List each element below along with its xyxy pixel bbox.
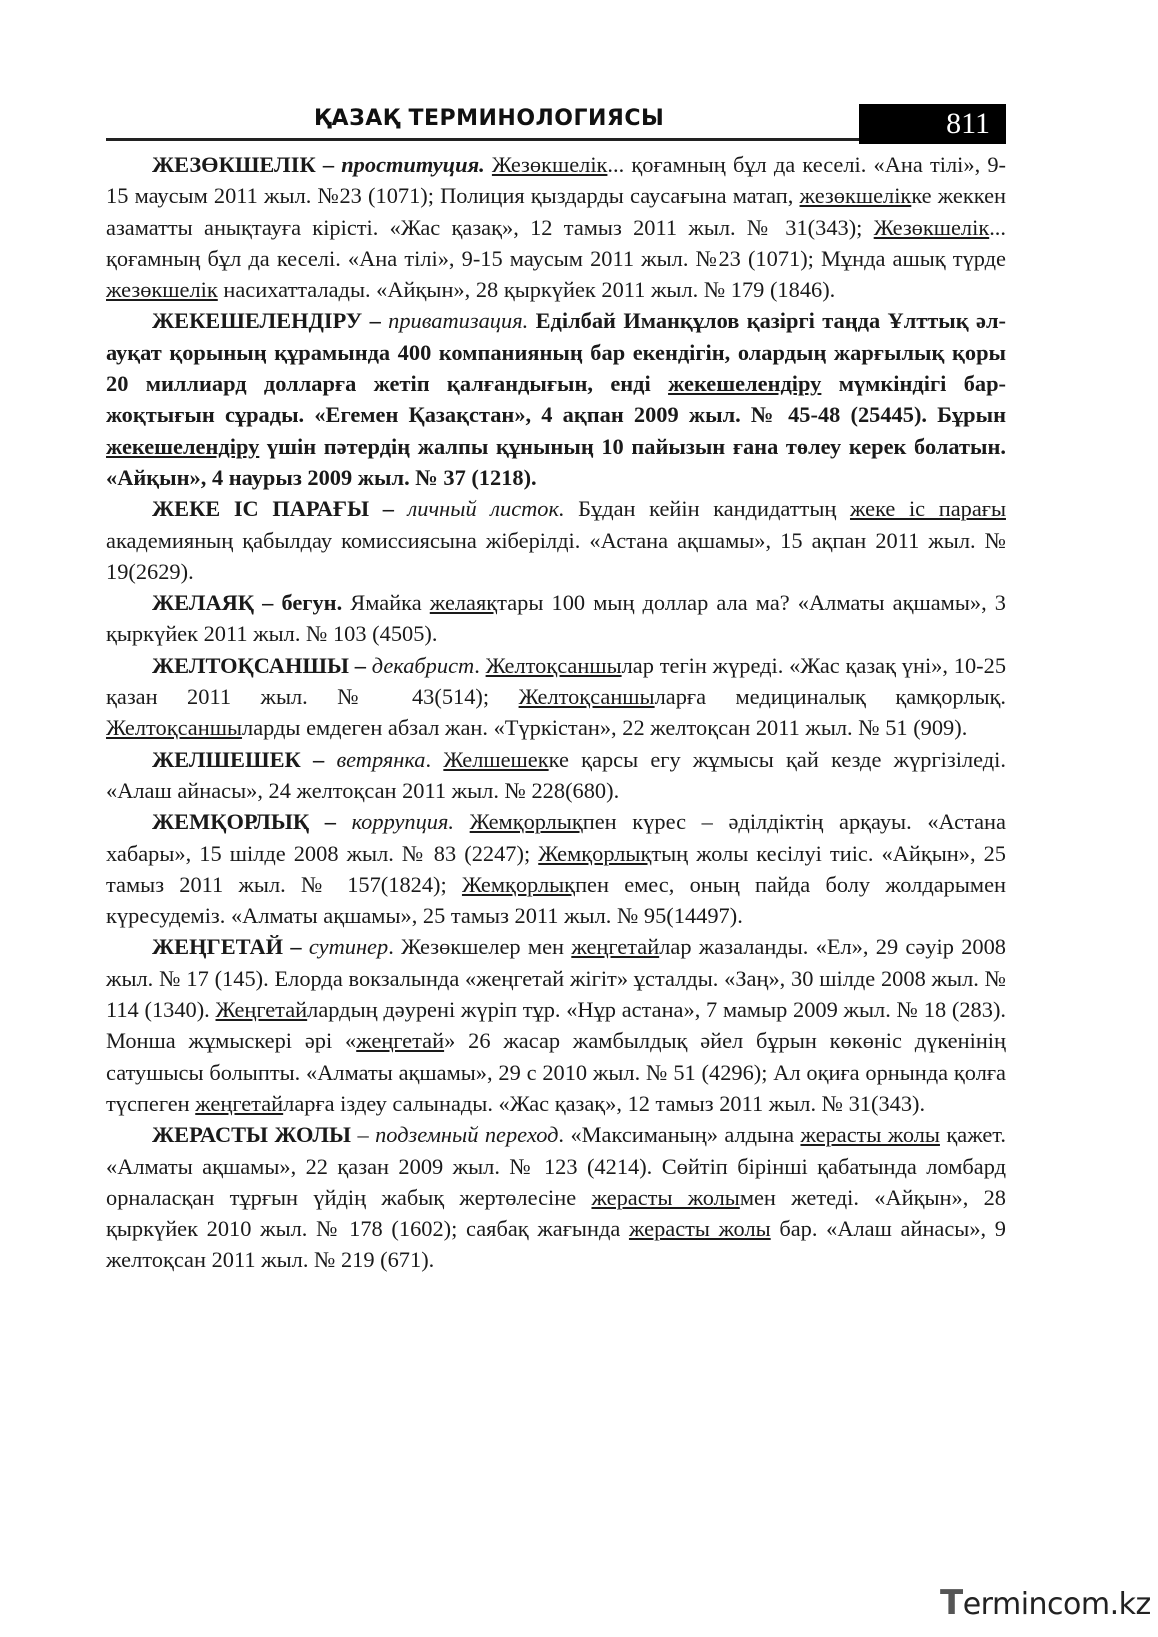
dictionary-entry <box>106 149 1006 305</box>
entry-text: » 26 жасар жамбылдық әйел бұрын көкөніс дүкенінің сатушысы болыпты. «Алматы ақшамы», 29 с 2010 жыл. № 51 (4296); Ал оқиға орнында қолға түспеген <box>106 1028 1007 1116</box>
dictionary-entry <box>106 305 1006 493</box>
site-watermark-logo <box>940 1583 1151 1623</box>
entry-text: бар. «Алаш айнасы», 9 желтоқсан 2011 жыл. № 219 (671). <box>106 1216 1007 1273</box>
entry-text: Еділбай Иманқұлов қазіргі таңда Ұлттық әл-ауқат қорының құрамында 400 компанияның бар екендігін, олардың жарғылық қоры 20 миллиард долларға жетіп қалғандығын, енді <box>106 308 1006 397</box>
underlined-term: жекешелендіру <box>668 371 822 397</box>
entry-text: ветрянка <box>336 746 426 772</box>
dictionary-entry <box>106 650 1006 744</box>
underlined-term: жекешелендіру <box>106 433 260 459</box>
entry-text <box>485 152 492 177</box>
dictionary-entry <box>106 931 1006 1119</box>
entry-text: ларға медициналық қамқорлық. <box>654 684 1007 710</box>
header-title: ҚАЗАҚ ТЕРМИНОЛОГИЯСЫ <box>314 106 665 131</box>
entry-text: . <box>425 746 444 772</box>
entry-headword: ЖЕЛТОҚСАНШЫ – <box>152 652 372 678</box>
entry-text: . «Максиманың» алдына <box>558 1122 801 1148</box>
underlined-term: Жеңгетай <box>215 997 308 1023</box>
underlined-term: Жемқорлық <box>538 840 652 866</box>
dictionary-entry <box>106 806 1006 931</box>
underlined-term: Жезөкшелік <box>873 214 990 240</box>
entry-text: пен күрес – әділдіктің арқауы. «Астана хабары», 15 шілде 2008 жыл. № 83 (2247); <box>106 809 1006 866</box>
dictionary-entry <box>106 744 1006 807</box>
dictionary-entry <box>106 1119 1006 1275</box>
entry-text: . Жезөкшелер мен <box>388 934 572 960</box>
underlined-term: желаяқ <box>429 590 498 616</box>
entry-headword: ЖЕРАСТЫ ЖОЛЫ <box>152 1122 352 1148</box>
entry-text: лардың дәурені жүріп тұр. «Нұр астана», 7 мамыр 2009 жыл. № 18 (283). Монша жұмыскері әрі « <box>106 997 1006 1054</box>
entry-text: Бұдан кейін кандидаттың <box>564 496 850 522</box>
dictionary-content <box>106 149 1006 1276</box>
dictionary-entry <box>106 493 1006 587</box>
entry-headword: ЖЕЗӨКШЕЛІК – <box>152 152 342 177</box>
entry-text: Ямайка <box>342 590 430 616</box>
entry-text: насихатталады. «Айқын», 28 қыркүйек 2011 жыл. № 179 (1846). <box>217 277 836 303</box>
entry-text: ке қарсы егу жұмысы қай кезде жүргізіледі. «Алаш айнасы», 24 желтоқсан 2011 жыл. № 228(680). <box>106 746 1006 803</box>
watermark-domain: m.kz <box>1080 1587 1151 1622</box>
underlined-term: жезөкшелік <box>106 277 218 303</box>
page-number-box <box>859 104 1006 144</box>
entry-text: пен емес, оның пайда болу жолдарымен күресудеміз. «Алматы ақшамы», 25 тамыз 2011 жыл. № 95(14497). <box>106 871 1007 929</box>
running-header <box>106 104 1006 146</box>
watermark-text: erminc <box>962 1587 1064 1622</box>
entry-text: лар тегін жүреді. «Жас қазақ үні», 10-25 қазан 2011 жыл. № 43(514); <box>106 652 1007 710</box>
entry-text: лар жазаланды. «Ел», 29 сәуір 2008 жыл. № 17 (145). Елорда вокзалында «жеңгетай жігіт» ұсталды. «Заң», 30 шілде 2008 жыл. № 114 (1340). <box>106 934 1006 1023</box>
entry-text: тың жолы кесілуі тиіс. «Айқын», 25 тамыз 2011 жыл. № 157(1824); <box>106 840 1007 897</box>
entry-headword: ЖЕМҚОРЛЫҚ – <box>152 809 352 835</box>
underlined-term: жерасты жолы <box>591 1184 740 1210</box>
underlined-term: Желтоқсаншы <box>485 652 622 678</box>
entry-text: . <box>474 652 486 678</box>
entry-headword: ЖЕКЕ ІС ПАРАҒЫ – <box>152 496 408 522</box>
entry-text: мен жетеді. «Айқын», 28 қыркүйек 2010 жыл. № 178 (1602); саябақ жағында <box>106 1184 1007 1242</box>
underlined-term: Жемқорлық <box>469 809 583 835</box>
entry-text: ке жеккен азаматты анықтауға кірісті. «Жас қазақ», 12 тамыз 2011 жыл. № 31(343); <box>106 183 1006 240</box>
underlined-term: Желтоқсаншы <box>518 684 655 710</box>
entry-text: ... қоғамның бұл да кеселі. «Ана тілі», 9-15 маусым 2011 жыл. №23 (1071); Полиция қыздарды саусағына матап, <box>106 152 1006 209</box>
entry-headword: ЖЕКЕШЕЛЕНДІРУ – <box>152 308 389 334</box>
entry-text: академияның қабылдау комиссиясына жіберілді. «Астана ақшамы», 15 ақпан 2011 жыл. № 19(2629). <box>106 527 1006 584</box>
underlined-term: Жезөкшелік <box>491 152 608 177</box>
entry-text <box>454 809 470 834</box>
entry-text: – <box>351 1122 376 1148</box>
entry-text: сутинер <box>308 934 389 960</box>
entry-text: қажет. «Алматы ақшамы», 22 қазан 2009 жыл. № 123 (4214). Сөйтіп бірінші қабатында ломбард орналасқан тұрғын үйдің жабық жертөлесіне <box>106 1122 1007 1210</box>
underlined-term: жезөкшелік <box>799 183 912 209</box>
entry-text: подземный переход <box>375 1122 559 1148</box>
entry-text: личный листок. <box>407 496 565 522</box>
entry-text: коррупция. <box>351 809 455 835</box>
underlined-term: жеңгетай <box>571 934 660 960</box>
entry-text: мүмкіндігі бар-жоқтығын сұрады. «Егемен Қазақстан», 4 ақпан 2009 жыл. № 45-48 (25445). Бұрын <box>106 371 1006 428</box>
header-rule <box>106 138 859 141</box>
underlined-term: жеңгетай <box>356 1028 445 1054</box>
watermark-o: o <box>1063 1587 1081 1622</box>
underlined-term: Жемқорлық <box>461 871 576 897</box>
entry-text: үшін пәтердің жалпы құнының 10 пайызын ғана төлеу керек болатын. «Айқын», 4 наурыз 2009 жыл. № 37 (1218). <box>106 433 1006 490</box>
underlined-term: Желтоқсаншы <box>106 715 243 741</box>
entry-text: приватизация. <box>388 308 529 334</box>
entry-text: тары 100 мың доллар ала ма? «Алматы ақшамы», 3 қыркүйек 2011 жыл. № 103 (4505). <box>106 590 1006 647</box>
underlined-term: жеке іс парағы <box>849 496 1006 522</box>
entry-text: декабрист <box>371 652 475 678</box>
underlined-term: Желшешек <box>443 746 549 772</box>
entry-text: ларды емдеген абзал жан. «Түркістан», 22 желтоқсан 2011 жыл. № 51 (909). <box>242 715 968 741</box>
underlined-term: жеңгетай <box>195 1090 284 1116</box>
entry-headword: ЖЕЛШЕШЕК – <box>152 746 337 772</box>
page-number: 811 <box>946 107 990 140</box>
entry-text: ларға іздеу салынады. «Жас қазақ», 12 тамыз 2011 жыл. № 31(343). <box>283 1090 926 1116</box>
watermark-letter-t: T <box>940 1583 963 1623</box>
underlined-term: жерасты жолы <box>800 1122 940 1148</box>
dictionary-entry <box>106 587 1006 650</box>
entry-text: проституция. <box>341 152 485 177</box>
entry-text: ... қоғамның бұл да кеселі. «Ана тілі», 9-15 маусым 2011 жыл. №23 (1071); Мұнда ашық түрде <box>106 214 1006 271</box>
entry-headword: ЖЕЛАЯҚ – бегун. <box>152 590 343 616</box>
entry-headword: ЖЕҢГЕТАЙ – <box>152 934 309 960</box>
underlined-term: жерасты жолы <box>628 1216 771 1242</box>
